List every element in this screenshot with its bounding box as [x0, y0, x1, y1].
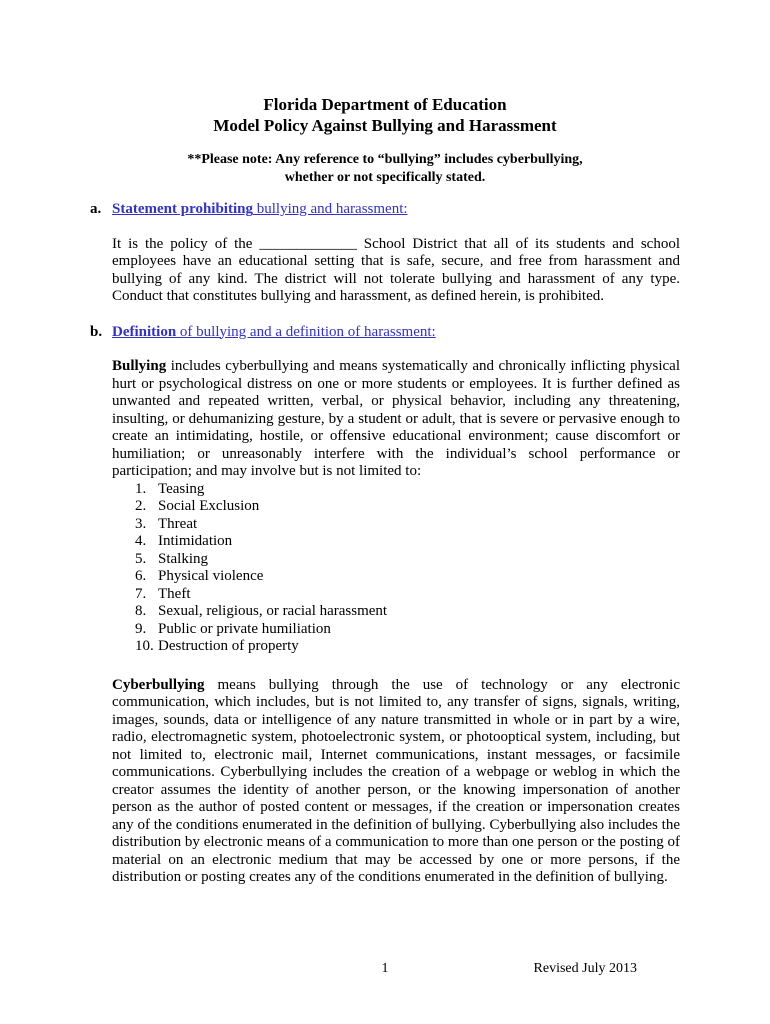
list-item-label: Social Exclusion: [158, 498, 260, 514]
bullying-definition-text: includes cyberbullying and means systematically and chronically inflicting physical hurt or psychological distress on one or more students or employees. It is further defined as unwanted and repeated written, verbal, or physical behavior, including any threatening, insulting, or dehumanizing gesture, by a student or adult, that is severe or pervasive enough to create an intimidating, hostile, or offensive educational environment; cause discomfort or humiliation; or unreasonably interfere with the individual’s school performance or participation; and may involve but is not limited to:: [112, 358, 680, 479]
list-item-label: Teasing: [158, 480, 205, 497]
list-item: [135, 533, 680, 551]
section-b-heading-bold: Definition: [112, 323, 177, 340]
list-item: [135, 638, 680, 656]
list-item-number: 8.: [135, 603, 147, 619]
list-item-label: Destruction of property: [158, 638, 299, 654]
list-item: [135, 586, 680, 604]
page-footer: [0, 960, 770, 978]
list-item-number: 9.: [135, 620, 147, 637]
list-item: [135, 516, 680, 534]
list-item-label: Threat: [158, 515, 198, 532]
page-number: 1: [381, 961, 389, 976]
section-a-label: a.: [90, 201, 102, 217]
list-item-label: Public or private humiliation: [158, 620, 331, 637]
document-title: [90, 94, 680, 136]
section-a-heading-bold: Statement prohibiting: [112, 201, 253, 217]
list-item-label: Intimidation: [158, 533, 233, 549]
list-item-number: 7.: [135, 585, 147, 602]
revision-date: Revised July 2013: [533, 961, 637, 976]
bullying-definition-paragraph: [112, 358, 680, 481]
section-a-paragraph: It is the policy of the _____________ School District that all of its students and school employees have an educational setting that is safe, secure, and free from harassment and bullying of any kind. The district will not tolerate bullying and harassment of any type. Conduct that constitutes bullying and harassment, as defined herein, is prohibited.: [112, 235, 680, 304]
section-a-heading: [90, 201, 680, 219]
list-item-label: Theft: [158, 585, 191, 602]
bullying-behaviors-list: [135, 481, 680, 656]
section-a-heading-rest: bullying and harassment:: [252, 201, 408, 217]
list-item-number: 4.: [135, 533, 147, 549]
list-item-number: 5.: [135, 550, 147, 567]
list-item: [135, 498, 680, 516]
section-b-heading-link[interactable]: [112, 324, 436, 340]
section-b-label: b.: [90, 323, 103, 340]
section-b-heading-rest: of bullying and a definition of harassment:: [176, 323, 436, 340]
list-item: [135, 551, 680, 569]
cyberbullying-term: Cyberbullying: [112, 676, 205, 693]
list-item-number: 10.: [135, 638, 154, 654]
list-item-label: Physical violence: [158, 568, 264, 584]
list-item-number: 6.: [135, 568, 147, 584]
document-note: [90, 151, 680, 186]
list-item: [135, 481, 680, 499]
list-item-label: Stalking: [158, 550, 209, 567]
list-item: [135, 603, 680, 621]
list-item-label: Sexual, religious, or racial harassment: [158, 603, 388, 619]
section-a-heading-link[interactable]: [112, 201, 408, 217]
list-item: [135, 621, 680, 639]
document-title-line1: Florida Department of Education: [263, 95, 507, 114]
list-item: [135, 568, 680, 586]
cyberbullying-definition-paragraph: [112, 677, 680, 887]
list-item-number: 2.: [135, 498, 147, 514]
bullying-term: Bullying: [112, 358, 167, 374]
cyberbullying-definition-text: means bullying through the use of technology or any electronic communication, which includes, but is not limited to, any transfer of signs, signals, writing, images, sounds, data or intelligence of any nature transmitted in whole or in part by a wire, radio, electromagnetic system, photoelectronic system, or photooptical system, including, but not limited to, electronic mail, Internet communications, instant messages, or facsimile communications. Cyberbullying includes the creation of a webpage or weblog in which the creator assumes the identity of another person, or the knowing impersonation of another person as the author of posted content or messages, if the creation or impersonation creates any of the conditions enumerated in the definition of bullying. Cyberbullying also includes the distribution by electronic means of a communication to more than one person or the posting of material on an electronic medium that may be accessed by one or more persons, if the distribution or posting creates any of the conditions enumerated in the definition of bullying.: [112, 676, 680, 885]
document-note-line1: **Please note: Any reference to “bullying” includes cyberbullying,: [187, 152, 583, 167]
list-item-number: 3.: [135, 515, 147, 532]
document-title-line2: Model Policy Against Bullying and Harassment: [213, 116, 557, 135]
list-item-number: 1.: [135, 480, 147, 497]
document-note-line2: whether or not specifically stated.: [284, 169, 486, 185]
section-b-heading: [90, 324, 680, 342]
